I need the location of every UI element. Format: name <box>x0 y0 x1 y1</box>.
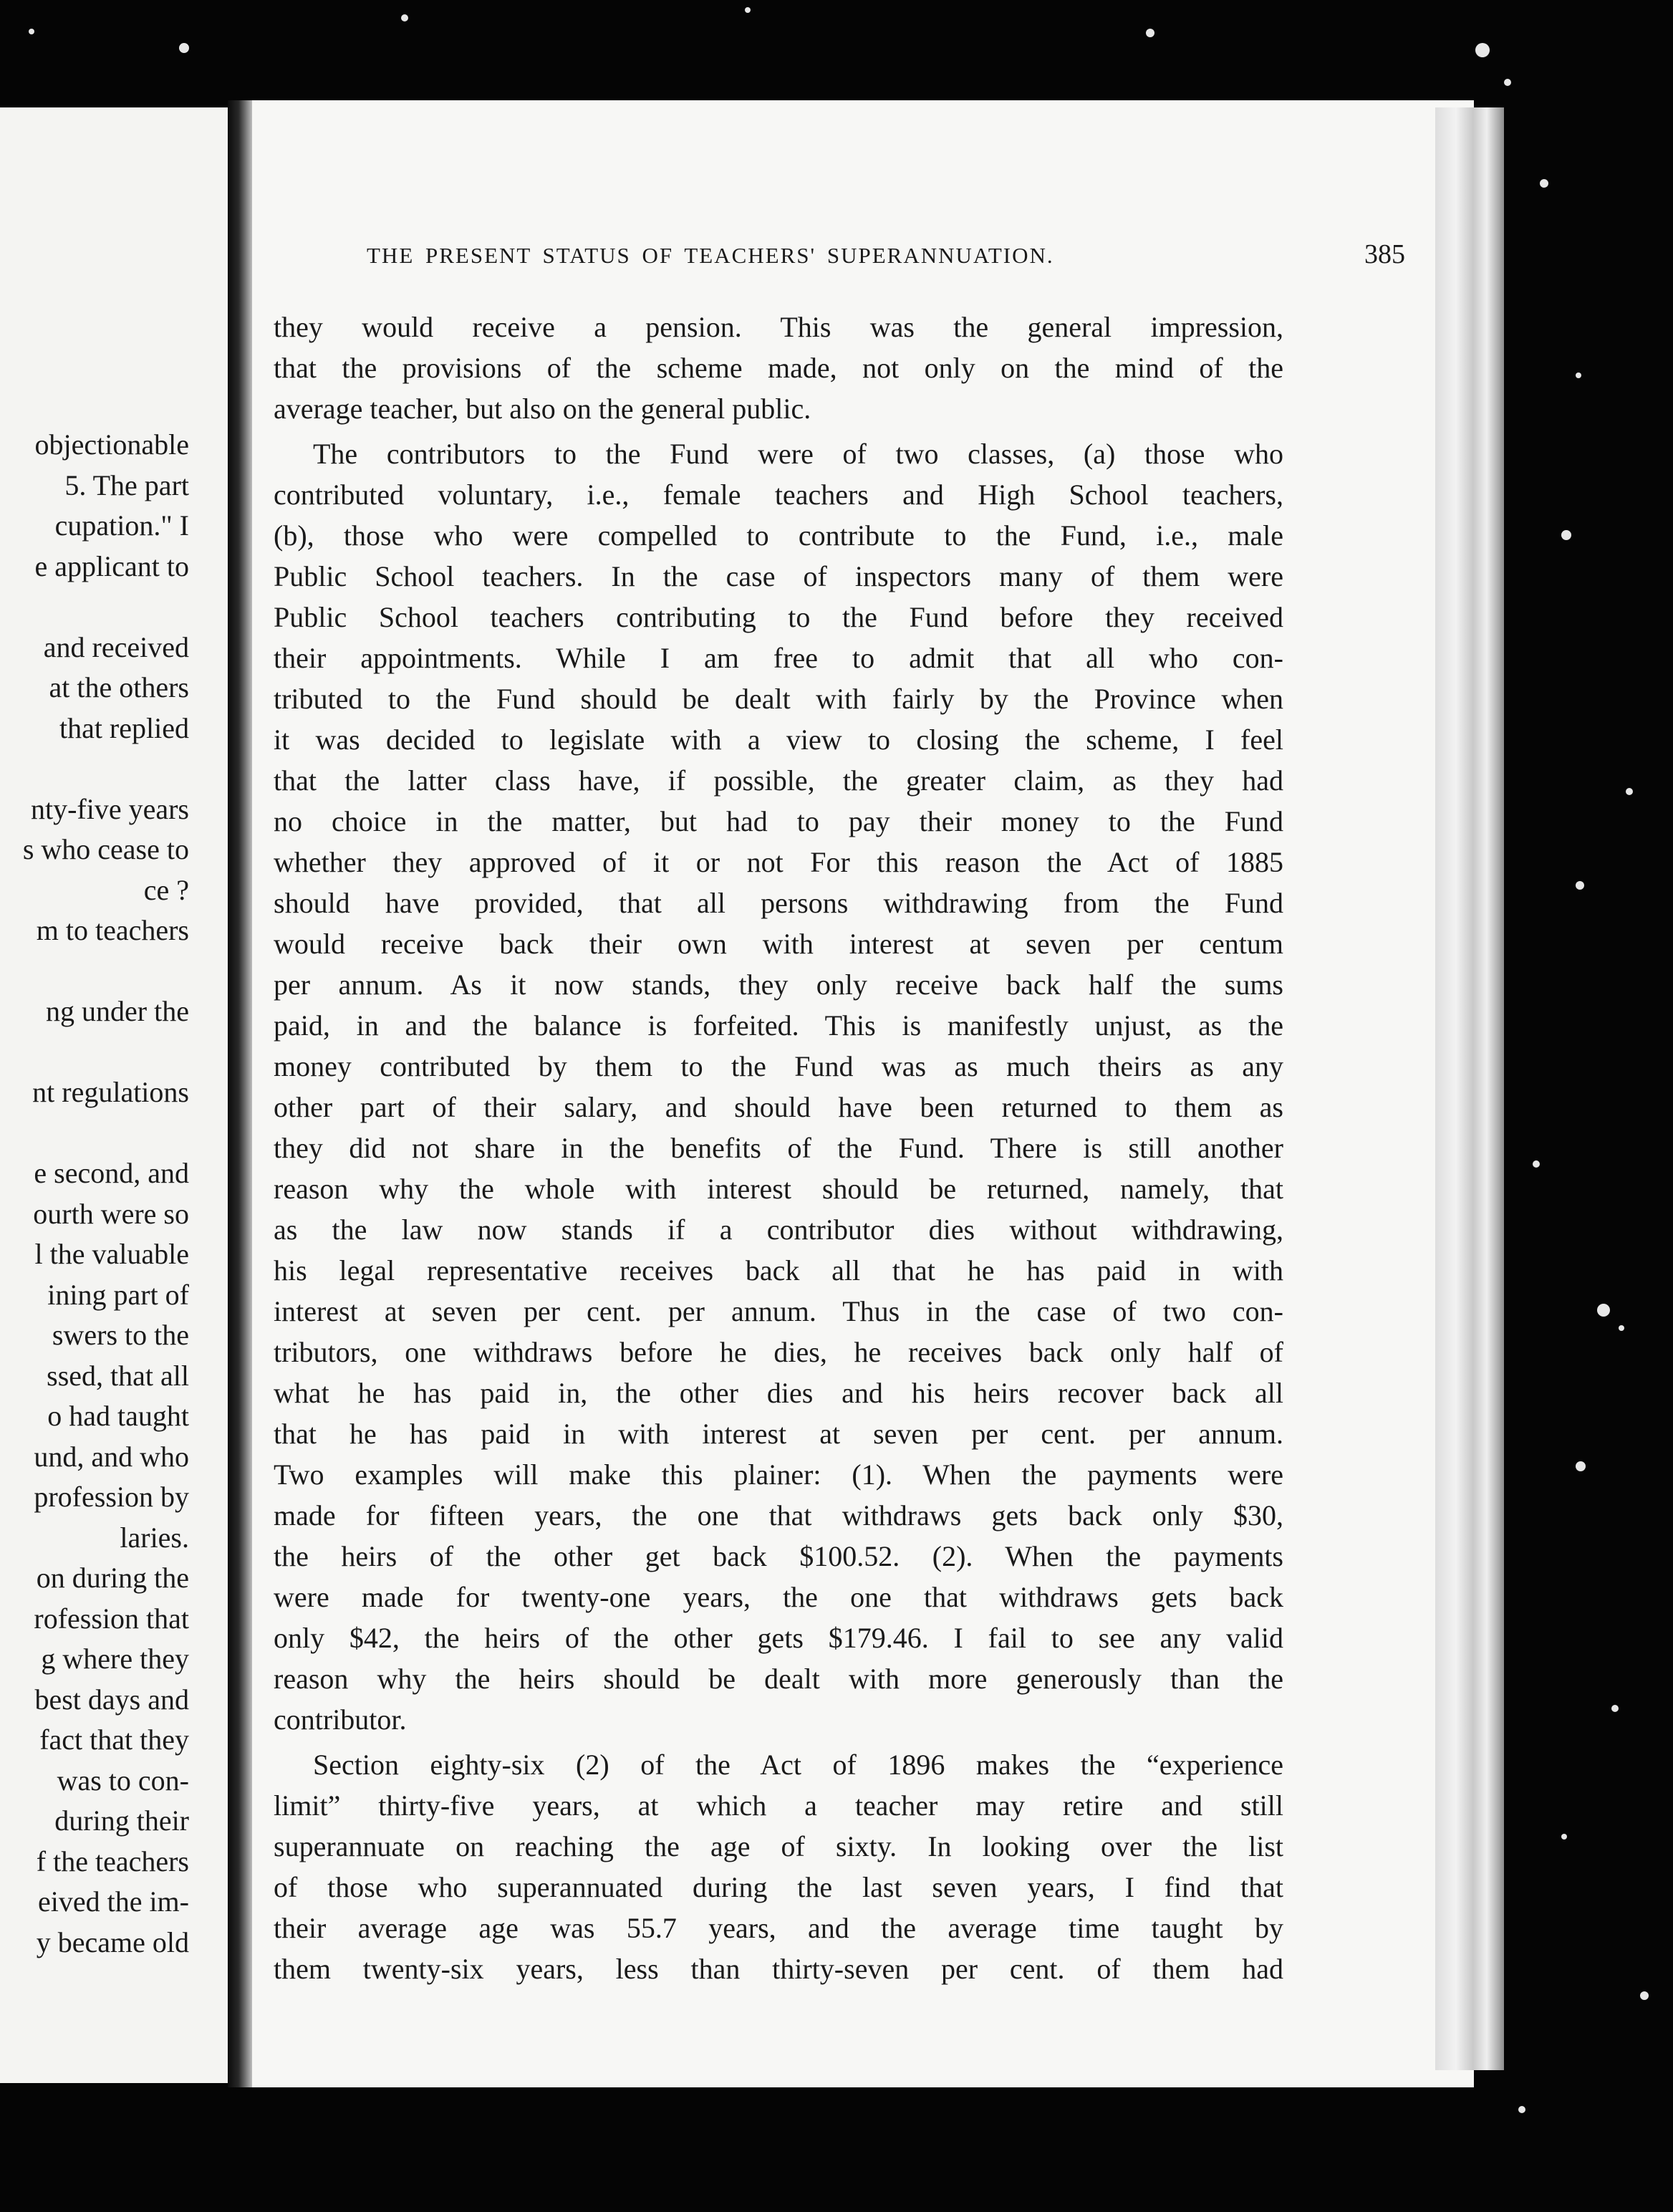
text-line: superannuate on reaching the age of sixty. In looking over the list <box>274 1830 1283 1862</box>
text-line: interest at seven per cent. per annum. Thus in the case of two con- <box>274 1295 1283 1327</box>
text-line: were made for twenty-one years, the one that withdraws gets back <box>274 1581 1283 1613</box>
left-page-line: swers to the <box>52 1319 189 1351</box>
text-line: no choice in the matter, but had to pay their money to the Fund <box>274 805 1283 837</box>
dust-speck <box>1597 1304 1610 1317</box>
text-line: they did not share in the benefits of the Fund. There is still another <box>274 1132 1283 1164</box>
text-line: per annum. As it now stands, they only receive back half the sums <box>274 968 1283 1001</box>
body-text <box>274 307 1283 1989</box>
dust-speck <box>1504 79 1511 86</box>
text-line: their appointments. While I am free to admit that all who con- <box>274 642 1283 674</box>
text-line: their average age was 55.7 years, and the average time taught by <box>274 1912 1283 1944</box>
text-line: that the latter class have, if possible, the greater claim, as they had <box>274 764 1283 797</box>
dust-speck <box>1576 1461 1586 1471</box>
text-line: limit” thirty-five years, at which a teacher may retire and still <box>274 1789 1283 1822</box>
left-page-line: ce ? <box>143 873 189 906</box>
text-line: as the law now stands if a contributor dies without withdrawing, <box>274 1213 1283 1246</box>
left-page-line: g where they <box>41 1643 189 1675</box>
left-page-line: nt regulations <box>32 1076 189 1108</box>
text-line: reason why the whole with interest should be returned, namely, that <box>274 1173 1283 1205</box>
text-line: Public School teachers contributing to the Fund before they received <box>274 601 1283 633</box>
text-line: contributor. <box>274 1703 407 1736</box>
dust-speck <box>1561 530 1571 540</box>
left-page-line: fact that they <box>39 1723 189 1756</box>
left-page-line: ourth were so <box>33 1197 189 1230</box>
dust-speck <box>1540 179 1548 188</box>
left-page-line: ng under the <box>46 995 189 1027</box>
left-page-line: l the valuable <box>34 1238 189 1270</box>
left-page-line: und, and who <box>34 1440 189 1473</box>
left-page-line: rofession that <box>34 1602 189 1635</box>
left-page-line: ining part of <box>47 1278 189 1311</box>
text-line: it was decided to legislate with a view to closing the scheme, I feel <box>274 723 1283 756</box>
text-line: The contributors to the Fund were of two classes, (a) those who <box>313 438 1283 470</box>
left-page-line: ssed, that all <box>47 1359 189 1392</box>
left-page-text <box>0 107 228 2083</box>
left-page-line: cupation." I <box>54 509 189 542</box>
left-page-line: was to con- <box>57 1764 189 1797</box>
left-page-line: m to teachers <box>36 914 189 946</box>
text-line: them twenty-six years, less than thirty-seven per cent. of them had <box>274 1953 1283 1985</box>
left-page-line: e applicant to <box>34 549 189 582</box>
text-line: (b), those who were compelled to contribute to the Fund, i.e., male <box>274 519 1283 552</box>
left-page-line: nty-five years <box>30 792 189 825</box>
running-head <box>367 239 1405 270</box>
text-line: the heirs of the other get back $100.52. (2). When the payments <box>274 1540 1283 1572</box>
dust-speck <box>1626 788 1633 795</box>
left-page-line: laries. <box>120 1521 189 1554</box>
left-page-line: y became old <box>36 1925 189 1958</box>
left-page-line: s who cease to <box>22 833 189 865</box>
left-page-line: o had taught <box>47 1400 189 1432</box>
left-page-line: eived the im- <box>37 1885 189 1918</box>
left-page-line: that replied <box>59 711 189 744</box>
left-page-line: profession by <box>34 1481 189 1513</box>
text-line: tributors, one withdraws before he dies, he receives back only half of <box>274 1336 1283 1368</box>
left-page-line: on during the <box>36 1562 189 1594</box>
text-line: his legal representative receives back all that he has paid in with <box>274 1254 1283 1287</box>
dust-speck <box>401 14 408 21</box>
text-line: made for fifteen years, the one that withdraws gets back only $30, <box>274 1499 1283 1531</box>
text-line: Public School teachers. In the case of inspectors many of them were <box>274 560 1283 592</box>
dust-speck <box>1611 1705 1619 1712</box>
running-title: THE PRESENT STATUS OF TEACHERS' SUPERANNUATION. <box>367 243 1054 268</box>
text-line: of those who superannuated during the last seven years, I find that <box>274 1871 1283 1903</box>
right-page <box>252 100 1474 2087</box>
text-line: reason why the heirs should be dealt with more generously than the <box>274 1663 1283 1695</box>
text-line: that the provisions of the scheme made, not only on the mind of the <box>274 352 1283 384</box>
text-line: only $42, the heirs of the other gets $179.46. I fail to see any valid <box>274 1622 1283 1654</box>
left-page-line: and received <box>43 630 189 663</box>
dust-speck <box>1533 1160 1540 1168</box>
text-line: average teacher, but also on the general public. <box>274 393 811 425</box>
left-page-line: e second, and <box>34 1157 189 1189</box>
text-line: paid, in and the balance is forfeited. This is manifestly unjust, as the <box>274 1009 1283 1042</box>
text-line: whether they approved of it or not For this reason the Act of 1885 <box>274 846 1283 878</box>
dust-speck <box>29 29 34 34</box>
text-line: contributed voluntary, i.e., female teachers and High School teachers, <box>274 479 1283 511</box>
dust-speck <box>179 43 189 53</box>
text-line: they would receive a pension. This was the general impression, <box>274 311 1283 343</box>
dust-speck <box>1146 29 1154 37</box>
text-line: Two examples will make this plainer: (1). When the payments were <box>274 1458 1283 1491</box>
text-line: should have provided, that all persons withdrawing from the Fund <box>274 887 1283 919</box>
text-line: money contributed by them to the Fund was as much theirs as any <box>274 1050 1283 1082</box>
book-gutter <box>228 100 252 2087</box>
text-line: tributed to the Fund should be dealt with fairly by the Province when <box>274 683 1283 715</box>
dust-speck <box>1518 2106 1525 2113</box>
text-line: Section eighty-six (2) of the Act of 1896 makes the “experience <box>313 1749 1283 1781</box>
text-line: what he has paid in, the other dies and his heirs recover back all <box>274 1377 1283 1409</box>
dust-speck <box>1640 1991 1649 2000</box>
left-page-line: 5. The part <box>64 468 189 501</box>
left-page-line: objectionable <box>34 428 189 461</box>
dust-speck <box>1576 372 1581 378</box>
page-number: 385 <box>1364 239 1405 269</box>
left-page-line: best days and <box>34 1683 189 1716</box>
dust-speck <box>1475 43 1490 57</box>
dust-speck <box>1576 881 1584 890</box>
text-line: other part of their salary, and should have been returned to them as <box>274 1091 1283 1123</box>
left-page-fragment <box>0 107 228 2083</box>
dust-speck <box>1561 1834 1567 1840</box>
dust-speck <box>1619 1325 1624 1331</box>
page-stack-edge <box>1435 107 1504 2070</box>
left-page-line: f the teachers <box>36 1845 189 1877</box>
dust-speck <box>745 7 751 13</box>
left-page-line: at the others <box>49 671 189 703</box>
text-line: would receive back their own with interest at seven per centum <box>274 928 1283 960</box>
text-line: that he has paid in with interest at seven per cent. per annum. <box>274 1418 1283 1450</box>
left-page-line: during their <box>54 1804 189 1837</box>
